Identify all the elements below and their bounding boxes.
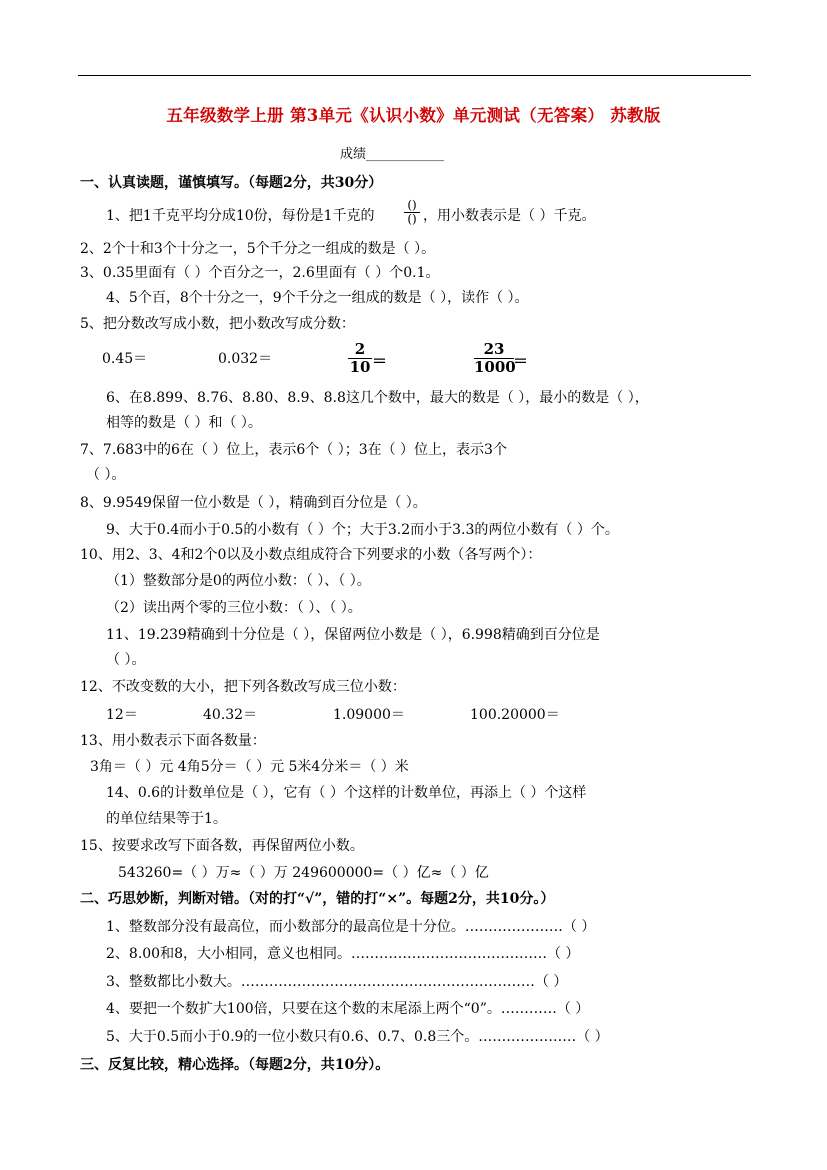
question-10: 10、用2、3、4和2个0以及小数点组成符合下列要求的小数（各写两个）： [80,547,542,563]
header-rule [78,75,751,76]
question-14-line-1: 14、0.6的计数单位是（ ），它有（ ）个这样的计数单位，再添上（ ）个这样 [106,785,587,801]
question-7-line-1: 7、7.683中的6在（ ）位上，表示6个（ ）；3在（ ）位上，表示3个 [80,442,507,458]
question-11-line-2: （ ）。 [106,652,146,668]
question-15: 15、按要求改写下面各数，再保留两位小数。 [80,838,364,854]
section-heading-3: 三、反复比较，精心选择。（每题2分，共10分）。 [80,1057,390,1073]
question-8: 8、9.9549保留一位小数是（ ），精确到百分位是（ ）。 [80,495,427,511]
question-12-item-a: 12＝ [106,707,138,723]
question-5: 5、把分数改写成小数，把小数改写成分数： [80,316,355,332]
question-1-text-b: ，用小数表示是（ ）千克。 [423,208,596,224]
judgement-item-1: 1、整数部分没有最高位，而小数部分的最高位是十分位。…………………（ ） [106,919,596,935]
fraction-numerator: () [404,199,420,213]
question-6-line-1: 6、在8.899、8.76、8.80、8.9、8.8这几个数中，最大的数是（ ），最小的数是（ ）， [106,390,649,406]
question-14-line-2: 的单位结果等于1。 [106,811,227,827]
section-heading-2: 二、巧思妙断，判断对错。（对的打“√”，错的打“×”。每题2分，共10分。） [80,891,555,907]
question-10-part-1: （1）整数部分是0的两位小数：（ ）、（ ）。 [106,573,371,589]
question-5-fraction-2 [474,341,514,376]
question-2: 2、2个十和3个十分之一，5个千分之一组成的数是（ ）。 [80,241,436,257]
question-12-item-c: 1.09000＝ [333,707,405,723]
score-label: 成绩____________ [340,147,445,162]
section-heading-1: 一、认真读题，谨慎填写。（每题2分，共30分） [80,175,383,191]
fraction-numerator: 2 [348,341,372,359]
question-13-items: 3角＝（ ）元 4角5分＝（ ）元 5米4分米＝（ ）米 [90,759,409,775]
judgement-item-4: 4、要把一个数扩大100倍，只要在这个数的末尾添上两个“0”。…………（ ） [106,1001,590,1017]
question-12-item-b: 40.32＝ [203,707,258,723]
question-10-part-2: （2）读出两个零的三位小数：（ ）、（ ）。 [106,600,362,616]
equals-sign: ＝ [513,352,529,370]
question-1-fraction [404,199,420,226]
judgement-item-3: 3、整数都比小数大。………………………………………………………（ ） [106,974,568,990]
question-9: 9、大于0.4而小于0.5的小数有（ ）个；大于3.2而小于3.3的两位小数有（ ）个。 [106,522,619,538]
question-6-line-2: 相等的数是（ ）和（ ）。 [106,415,262,431]
question-11-line-1: 11、19.239精确到十分位是（ ），保留两位小数是（ ），6.998精确到百分位是 [106,627,600,643]
question-5-fraction-1 [348,341,372,376]
judgement-item-2: 2、8.00和8，大小相同，意义也相同。……………………………………（ ） [106,946,580,962]
question-3: 3、0.35里面有（ ）个百分之一，2.6里面有（ ）个0.1。 [80,265,440,281]
question-4: 4、5个百，8个十分之一，9个千分之一组成的数是（ ），读作（ ）。 [106,290,529,306]
question-15-items: 543260=（ ）万≈（ ）万 249600000=（ ）亿≈（ ）亿 [118,865,489,881]
question-13: 13、用小数表示下面各数量： [80,733,266,749]
question-5-item-a: 0.45＝ [102,351,148,367]
question-7-line-2: （ ）。 [86,467,126,483]
fraction-numerator: 23 [474,341,514,359]
equals-sign: ＝ [372,352,388,370]
judgement-item-5: 5、大于0.5而小于0.9的一位小数只有0.6、0.7、0.8三个。…………………（ ） [106,1029,609,1045]
fraction-denominator: 10 [349,358,371,376]
fraction-denominator: 1000 [474,358,516,376]
question-1-text-a: 1、把1千克平均分成10份，每份是1千克的 [106,208,375,224]
question-12-item-d: 100.20000＝ [470,707,560,723]
page-title: 五年级数学上册 第3单元《认识小数》单元测试（无答案） 苏教版 [166,106,661,125]
question-5-item-b: 0.032＝ [218,351,273,367]
question-12: 12、不改变数的大小，把下列各数改写成三位小数： [80,679,406,695]
fraction-denominator: () [407,212,417,226]
